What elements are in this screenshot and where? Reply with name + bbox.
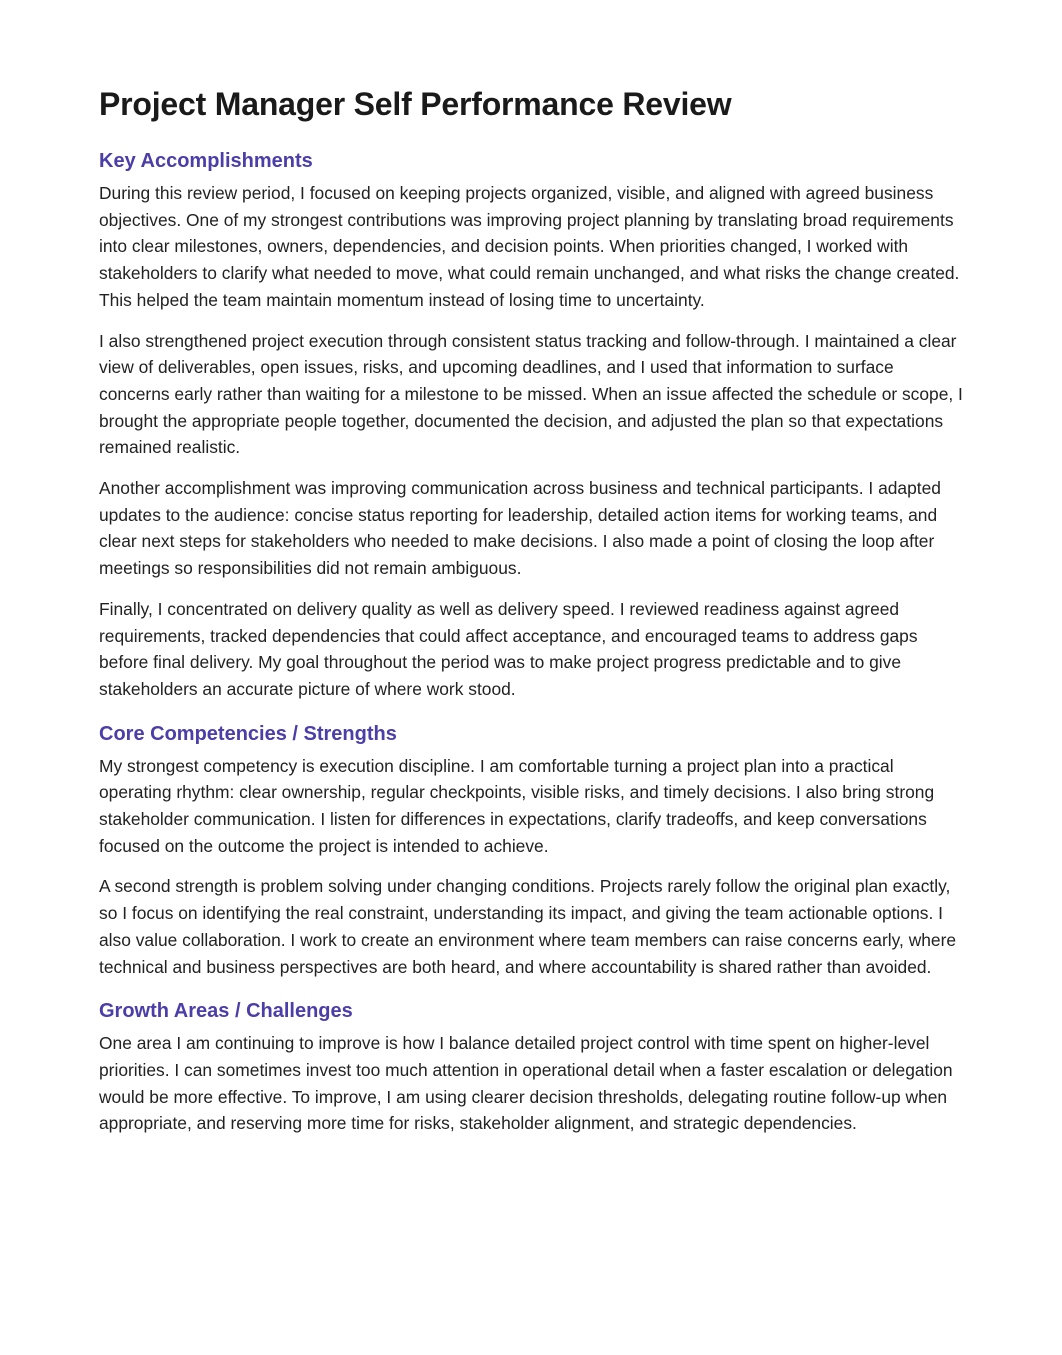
document-title: Project Manager Self Performance Review (99, 86, 732, 122)
section-heading: Key Accomplishments (99, 150, 313, 172)
paragraph: I also strengthened project execution through consistent status tracking and follow-through. I maintained a clear view of deliverables, open issues, risks, and upcoming deadlines, and I used that information to surface concerns early rather than waiting for a milestone to be missed. When an issue affected the schedule or scope, I brought the appropriate people together, documented the decision, and adjusted the plan so that expectations remained realistic. (99, 330, 963, 458)
paragraph: During this review period, I focused on keeping projects organized, visible, and aligned with agreed business objectives. One of my strongest contributions was improving project planning by translating broad requirements into clear milestones, owners, dependencies, and decision points. When priorities changed, I worked with stakeholders to clarify what needed to move, what could remain unchanged, and what risks the change created. This helped the team maintain momentum instead of losing time to uncertainty. (99, 183, 960, 310)
paragraph: Finally, I concentrated on delivery quality as well as delivery speed. I reviewed readiness against agreed requirements, tracked dependencies that could affect acceptance, and encouraged teams to address gaps before final delivery. My goal throughout the period was to make project progress predictable and to give stakeholders an accurate picture of where work stood. (99, 598, 918, 699)
section-core-competencies (99, 721, 967, 981)
section-heading: Growth Areas / Challenges (99, 1000, 353, 1023)
section-heading: Core Competencies / Strengths (99, 722, 397, 745)
section-growth-areas (99, 998, 967, 1137)
paragraph: Another accomplishment was improving communication across business and technical participants. I adapted updates to the audience: concise status reporting for leadership, detailed action items for working teams, and clear next steps for stakeholders who needed to make decisions. I also made a point of closing the loop after meetings so responsibilities did not remain ambiguous. (99, 478, 941, 579)
paragraph: A second strength is problem solving under changing conditions. Projects rarely follow the original plan exactly, so I focus on identifying the real constraint, understanding its impact, and giving the team actionable options. I also value collaboration. I work to create an environment where team members can raise concerns early, where technical and business perspectives are both heard, and where accountability is shared rather than avoided. (99, 876, 957, 977)
paragraph: One area I am continuing to improve is how I balance detailed project control with time spent on higher-level priorities. I can sometimes invest too much attention in operational detail when a faster escalation or delegation would be more effective. To improve, I am using clearer decision thresholds, delegating routine follow-up when appropriate, and reserving more time for risks, stakeholder alignment, and strategic dependencies. (99, 1033, 953, 1134)
section-key-accomplishments (99, 148, 967, 703)
document-page (99, 84, 967, 1151)
paragraph: My strongest competency is execution discipline. I am comfortable turning a project plan into a practical operating rhythm: clear ownership, regular checkpoints, visible risks, and timely decisions. I also bring strong stakeholder communication. I listen for differences in expectations, clarify tradeoffs, and keep conversations focused on the outcome the project is intended to achieve. (99, 755, 935, 856)
